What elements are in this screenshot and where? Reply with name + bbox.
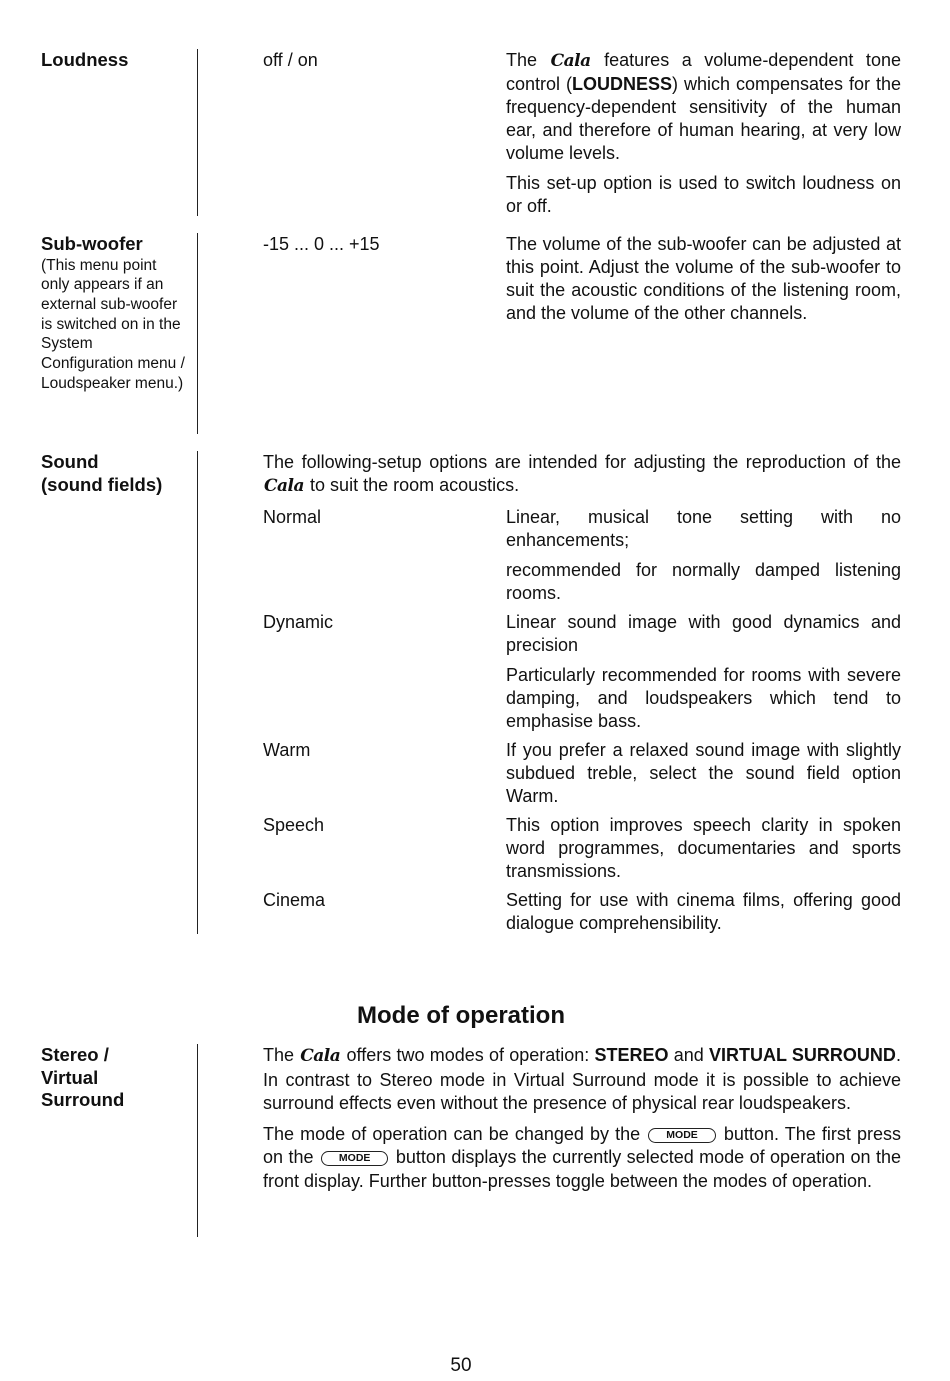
sound-option-speech: Speech — [263, 815, 325, 835]
sound-option-dynamic: Dynamic — [263, 612, 334, 632]
subwoofer-desc-paragraph: The volume of the sub-woofer can be adjusted at this point. Adjust the volume of the sub-woofer to suit the acoustic conditions of the listening room, and the volume of the other channels. — [506, 234, 901, 323]
sound-option-dynamic-desc: Linear sound image with good dynamics and precision Particularly recommended for rooms with severe damping, and loudspeakers which tend to emphasise bass. — [506, 612, 901, 731]
sound-option-warm-desc: If you prefer a relaxed sound image with slightly subdued treble, select the sound field option Warm. — [506, 740, 901, 806]
sound-option-speech-desc: This option improves speech clarity in spoken word programmes, documentaries and sports transmissions. — [506, 815, 901, 881]
sound-option-normal: Normal — [263, 507, 322, 527]
loudness-value: off / on — [263, 50, 318, 70]
mode-button-icon: MODE — [648, 1128, 716, 1143]
sound-option-warm: Warm — [263, 740, 311, 760]
cala-logo: Cala — [300, 1046, 341, 1066]
subwoofer-value: -15 ... 0 ... +15 — [263, 234, 380, 254]
stereo-description — [263, 1044, 901, 1200]
column-divider — [197, 451, 198, 934]
stereo-desc-paragraph-1: The Cala offers two modes of operation: STEREO and VIRTUAL SURROUND. In contrast to Stereo mode in Virtual Surround mode it is possible to achieve surround effects even without the presence of physical rear loudspeakers. — [263, 1045, 901, 1113]
subwoofer-description — [506, 233, 901, 332]
column-divider — [197, 233, 198, 434]
mode-button-icon: MODE — [321, 1151, 389, 1166]
loudness-desc-paragraph-1: The Cala features a volume-dependent tone control (LOUDNESS) which compensates for the frequency-dependent sensitivity of the human ear, and therefore of human hearing, at very low volume levels. — [506, 50, 901, 163]
subwoofer-title: Sub-woofer — [41, 233, 143, 254]
stereo-virtual-surround-label: Stereo / Virtual Surround — [41, 1044, 125, 1110]
sound-intro: The following-setup options are intended for adjusting the reproduction of the Cala to suit the room acoustics. — [263, 452, 901, 496]
page-number: 50 — [450, 1355, 472, 1376]
sound-option-cinema-desc: Setting for use with cinema films, offering good dialogue comprehensibility. — [506, 890, 901, 933]
sound-option-normal-desc: Linear, musical tone setting with no enhancements; recommended for normally damped listening rooms. — [506, 507, 901, 603]
cala-logo: Cala — [550, 51, 591, 71]
sound-label-line-1: Sound — [41, 451, 99, 472]
loudness-label: Loudness — [41, 49, 129, 70]
loudness-description — [506, 49, 901, 225]
sound-option-cinema: Cinema — [263, 890, 326, 910]
sound-label — [41, 451, 191, 496]
column-divider — [197, 49, 198, 216]
cala-logo: Cala — [264, 476, 305, 496]
column-divider — [197, 1044, 198, 1237]
subwoofer-label — [41, 233, 191, 393]
section-heading-mode-of-operation: Mode of operation — [357, 1002, 565, 1029]
subwoofer-note: (This menu point only appears if an external sub-woofer is switched on in the System Configuration menu / Loudspeaker menu.) — [41, 256, 185, 392]
sound-label-line-2: (sound fields) — [41, 473, 163, 495]
stereo-desc-paragraph-2: The mode of operation can be changed by the MODE button. The first press on the MODE button displays the currently selected mode of operation on the front display. Further button-presses toggle between the modes of operation. — [263, 1123, 902, 1191]
loudness-desc-paragraph-2: This set-up option is used to switch loudness on or off. — [506, 173, 901, 216]
